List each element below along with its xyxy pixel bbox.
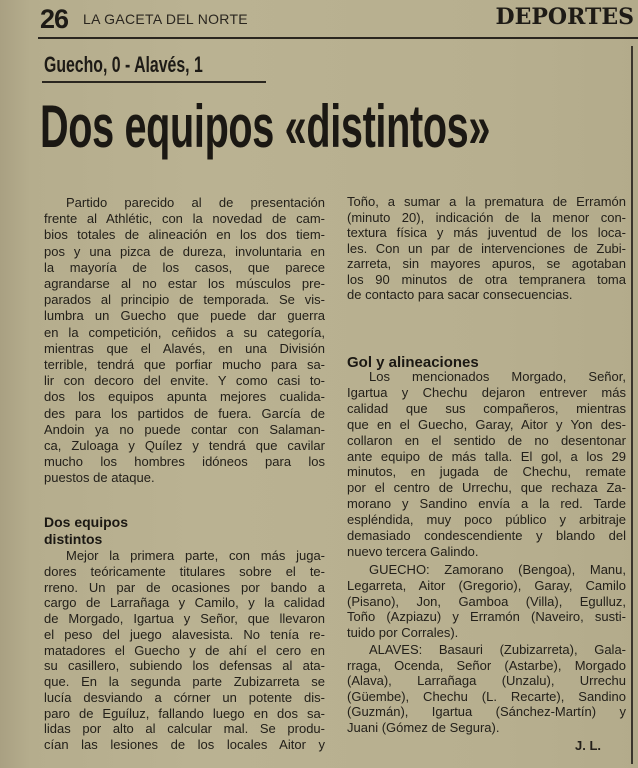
text-line: su casillero, subiendo los defensas al ata- [44, 658, 325, 674]
text-line: de contacto para sacar consecuencias. [347, 287, 573, 302]
text-line: des para los partidos de fuera. García de [44, 405, 325, 421]
author-signature: J. L. [575, 738, 602, 753]
text-line: de Morgado, Igartua y Señor, que llevaron [44, 611, 325, 626]
text-line: puestos de ataque. [44, 470, 155, 486]
left-subhead [44, 514, 128, 547]
section-title: DEPORTES [495, 4, 634, 30]
text-line: zarreta, sin mayores apuros, se agotaban [347, 256, 626, 271]
right-body [347, 369, 626, 560]
text-line: frente al Athlétic, con la novedad de cam- [44, 211, 325, 227]
text-line: matadores el Guecho y de ahí el cero en [44, 642, 325, 658]
text-line: lumbra un Guecho que puede dar guerra [44, 308, 325, 324]
text-line: la mayoría de los casos, que parece [44, 259, 325, 275]
text-line: terrible, tendrá que porfiar mucho para sa- [44, 357, 325, 373]
text-line: Toño (Azpiazu) y Erramón (Naveiro, susti- [347, 609, 626, 625]
text-line: calidad que sus compañeros, mientras [347, 400, 626, 416]
text-line: cían las lesiones de los locales Aitor y [44, 737, 325, 752]
text-line: (Alava), Larrañaga (Unzalu), Urrechu [347, 673, 626, 689]
text-line: (Pisano), Jon, Gamboa (Villa), Egulluz, [347, 593, 626, 609]
text-line: les. Con un par de intervenciones de Zubi- [347, 240, 626, 256]
subhead-line: distintos [44, 530, 103, 547]
text-line: tuido por Corrales). [347, 625, 459, 640]
text-line: (Güembe), Chechu (L. Recarte), Sandino [347, 688, 626, 704]
text-line: lucía desviando a córner un potente dis- [44, 689, 325, 705]
text-line: parados al principio de temporada. Se vis- [44, 292, 325, 308]
text-line: Juani (Gómez de Segura). [347, 719, 500, 735]
text-line: los 90 minutos de otra tempranera toma [347, 271, 626, 287]
text-line: Partido parecido al de presentación [66, 195, 325, 210]
guecho-lineup [347, 562, 626, 641]
text-line: mucho los hombres idóneos para los [44, 454, 325, 470]
text-line: Legarreta, Aitor (Gregorio), Garay, Camilo [347, 577, 626, 593]
column-rule [631, 46, 633, 764]
text-line: ALAVES: Basauri (Zubizarreta), Gala- [369, 642, 626, 657]
text-line: mientras que el Alavés, en una División [44, 340, 325, 356]
text-line: paro de Eguíluz, fallando luego en dos sa- [44, 705, 325, 721]
text-line: ca, Zuloaga y Quílez y tendrá que cavilar [44, 438, 325, 454]
text-line: GUECHO: Zamorano (Bengoa), Manu, [369, 562, 626, 577]
text-line: morano y Sandino envía a la red. Tarde [347, 496, 626, 512]
text-line: textura física y más juventud de los loca- [347, 225, 626, 240]
text-line: nuevo tercera Galindo. [347, 543, 479, 559]
text-line: Los mencionados Morgado, Señor, [369, 369, 626, 384]
text-line: rreno. Un par de ocasiones por bando a [44, 579, 325, 595]
alaves-lineup [347, 642, 626, 736]
text-line: por el centro de Urrechu, que rechaza Za- [347, 480, 626, 496]
text-line: el peso del juego alavesista. No tenía re- [44, 626, 325, 642]
newspaper-name: LA GACETA DEL NORTE [83, 11, 248, 27]
subhead-line: Dos equipos [44, 514, 129, 530]
text-line: lidas por alto al calcular mal. Se produ- [44, 721, 325, 737]
text-line: que. En la segunda parte Zubizarreta se [44, 674, 325, 689]
text-line: Andoin ya no puede contar con Salaman- [44, 421, 325, 437]
text-line: minutos, en jugada de Chechu, remate [347, 464, 626, 480]
text-line: que en el Guecho, Garay, Aitor y Yon des- [347, 416, 626, 432]
text-line: demasiado condescendiente y blando del [347, 528, 626, 544]
text-line: dos los equipos apunta mejores cualida- [44, 389, 325, 405]
text-line: Mejor la primera parte, con más juga- [66, 548, 325, 563]
header-rule [38, 37, 638, 39]
headline: Dos equipos «distintos» [40, 93, 491, 160]
left-intro [44, 195, 325, 487]
text-line: espléndida, muy poco público y arbitraje [347, 512, 626, 528]
text-line: pos y una pizca de dureza, involuntaria en [44, 243, 325, 259]
text-line: lir con decoro del envite. Y como casi to- [44, 373, 325, 389]
text-line: rraga, Ocenda, Señor (Astarbe), Morgado [347, 657, 626, 673]
text-line: (minuto 20), indicación de la menor con- [347, 209, 626, 225]
page-number: 26 [40, 4, 69, 34]
right-continuation [347, 194, 626, 303]
text-line: cargo de Larrañaga y Camilo, y la calidad [44, 595, 325, 611]
text-line: dores teóricamente titulares sobre el te- [44, 563, 325, 579]
score-underline [42, 81, 266, 83]
text-line: bios totales de alineación en los dos tiem- [44, 227, 325, 243]
text-line: Toño, a sumar a la prematura de Erramón [347, 194, 626, 209]
text-line: en la competición, ceñidos a su categoría, [44, 324, 325, 340]
text-line: Igartua y Chechu dejaron entrever más [347, 384, 626, 400]
left-body [44, 548, 325, 753]
text-line: agrandarse al no estar los músculos pre- [44, 276, 325, 292]
right-subhead: Gol y alineaciones [347, 354, 479, 371]
text-line: (Guzmán), Igartua (Sánchez-Martín) y [347, 704, 626, 720]
text-line: ante equipo de más talla. El gol, a los 29 [347, 448, 626, 464]
text-line: collaron en el sentido de no desentonar [347, 432, 626, 448]
match-score: Guecho, 0 - Alavés, 1 [44, 52, 203, 77]
